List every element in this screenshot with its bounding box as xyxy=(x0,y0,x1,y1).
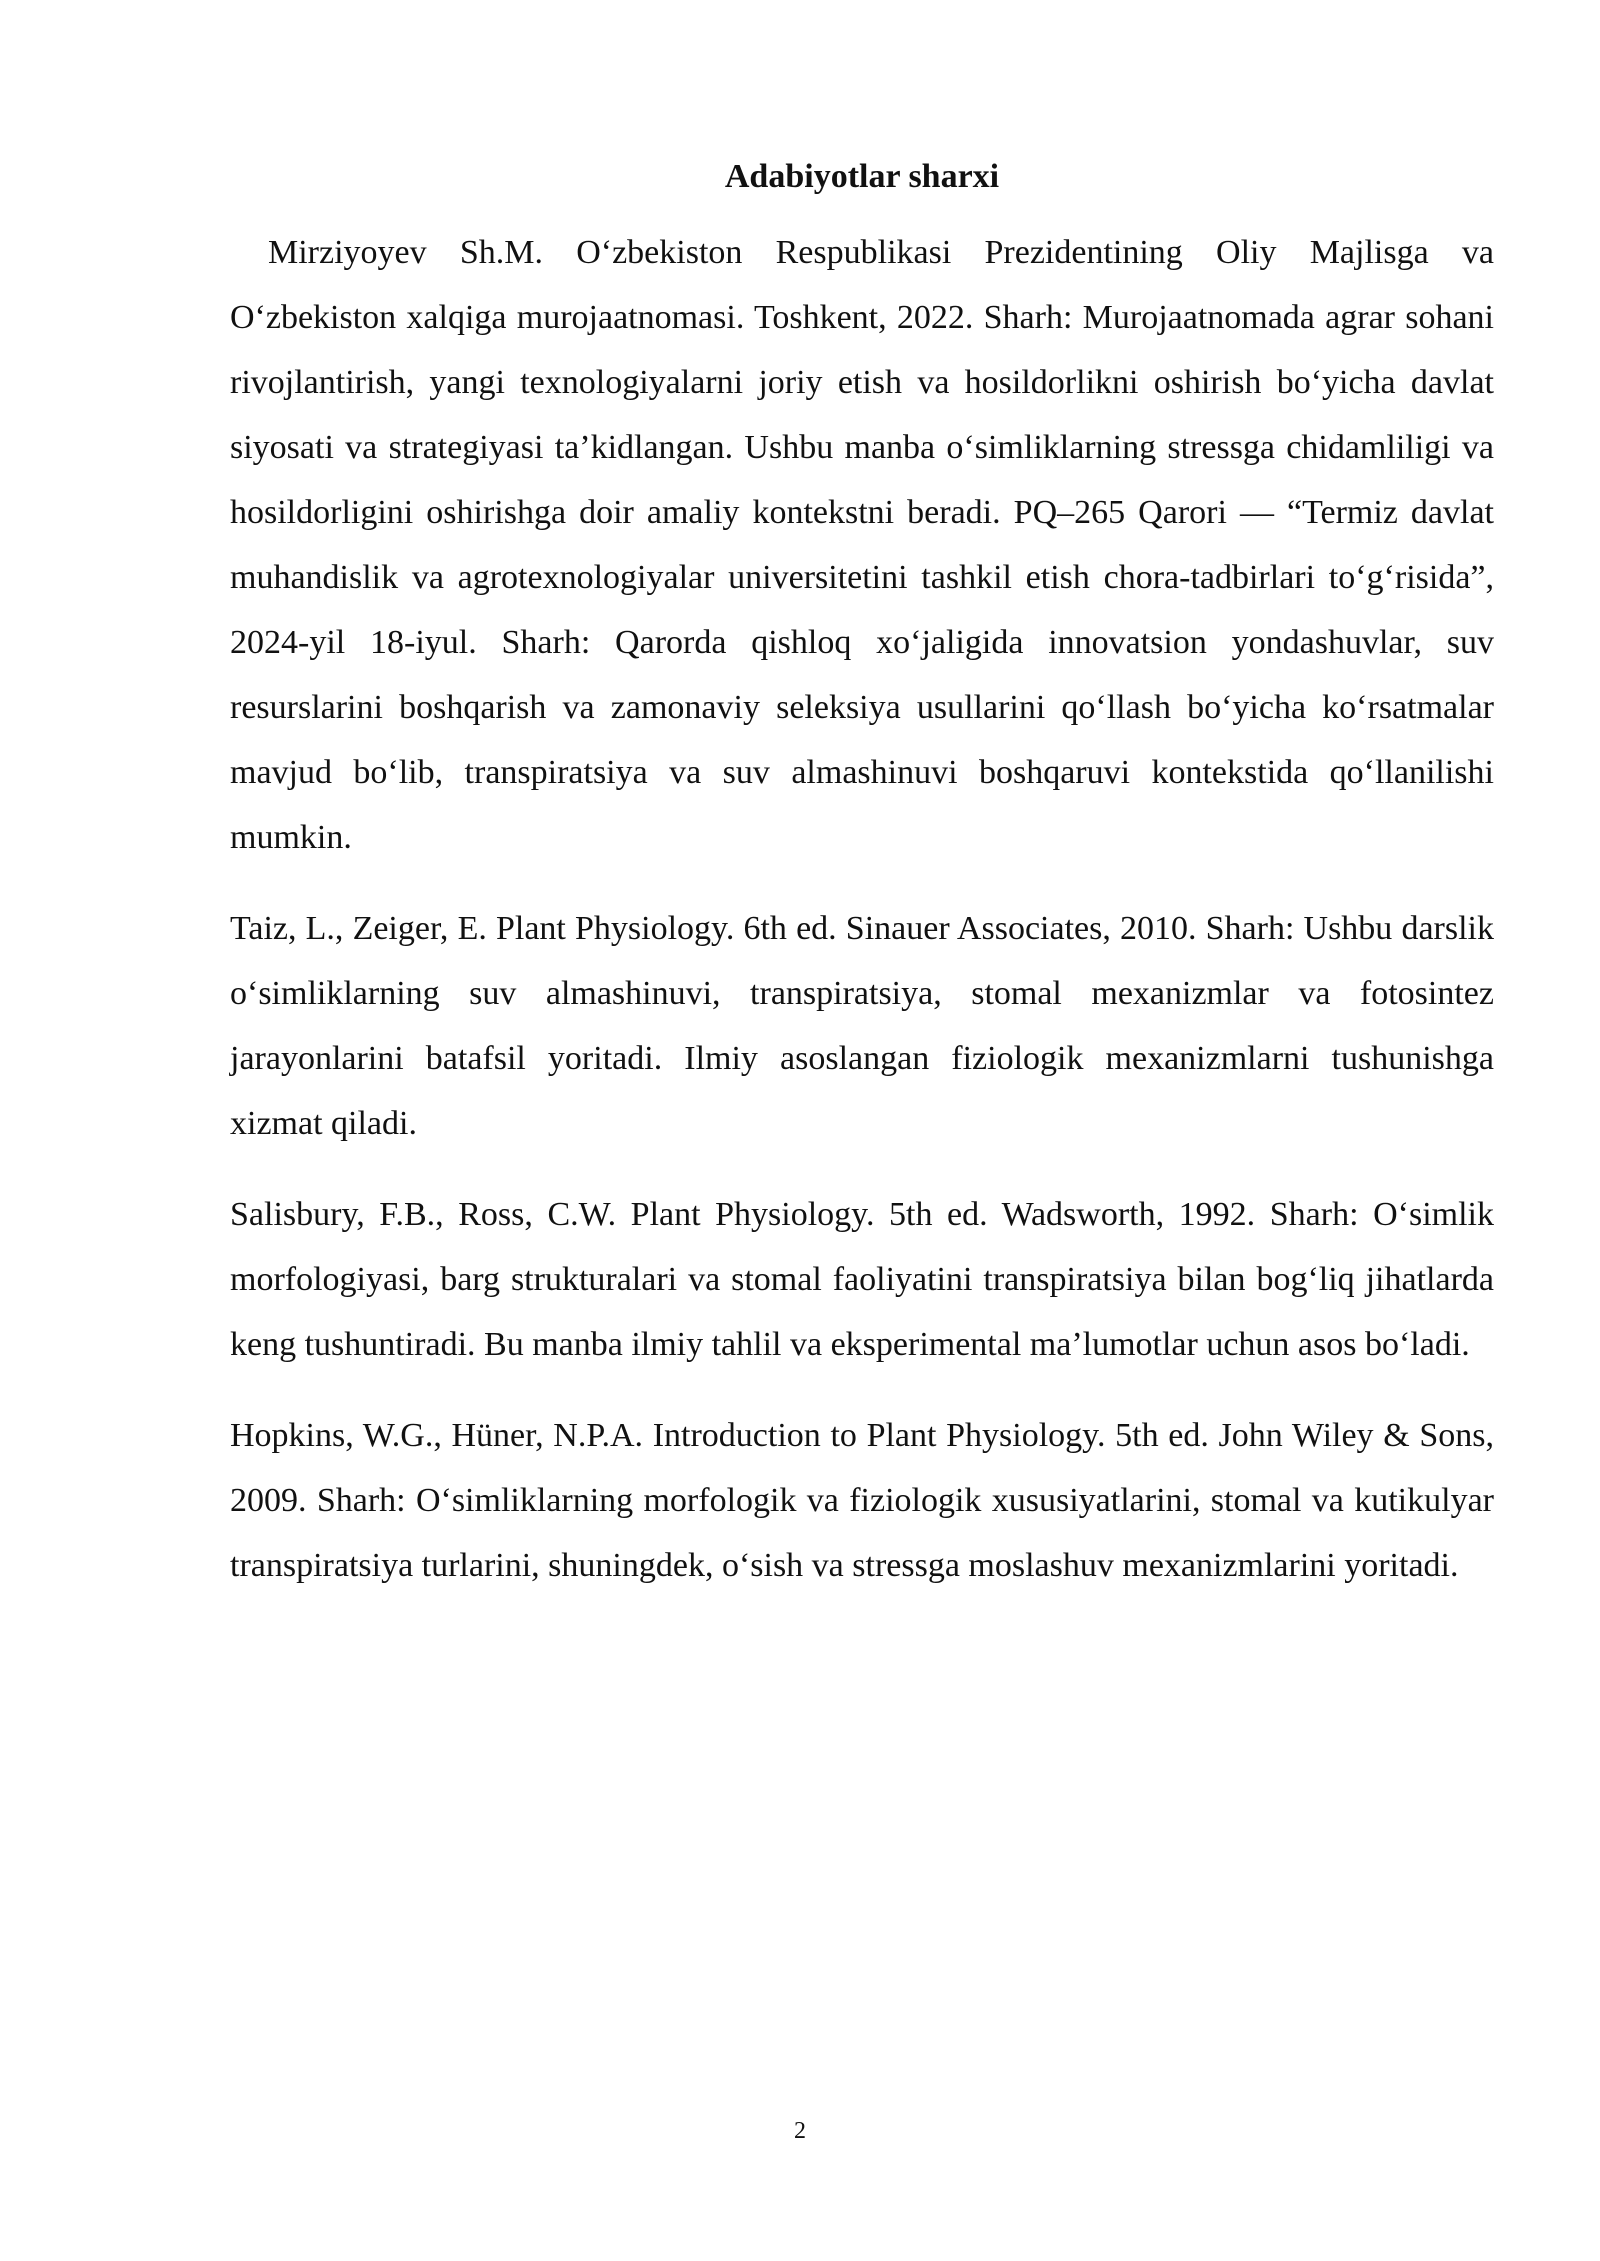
reference-entry-hopkins-huner: Hopkins, W.G., Hüner, N.P.A. Introduction to Plant Physiology. 5th ed. John Wiley & Sons, 2009. Sharh: O‘simliklarning morfologik va fiziologik xususiyatlarini, stomal va kutikulyar transpiratsiya turlarini, shuningdek, o‘sish va stressga moslashuv mexanizmlarini yoritadi. xyxy=(230,1417,1494,1584)
reference-entry-taiz-zeiger: Taiz, L., Zeiger, E. Plant Physiology. 6th ed. Sinauer Associates, 2010. Sharh: Ushbu darslik o‘simliklarning suv almashinuvi, transpiratsiya, stomal mexanizmlar va fotosintez jarayonlarini batafsil yoritadi. Ilmiy asoslangan fiziologik mexanizmlarni tushunishga xizmat qiladi. xyxy=(230,910,1494,1142)
reference-entry-salisbury-ross: Salisbury, F.B., Ross, C.W. Plant Physiology. 5th ed. Wadsworth, 1992. Sharh: O‘simlik morfologiyasi, barg strukturalari va stomal faoliyatini transpiratsiya bilan bog‘liq jihatlarda keng tushuntiradi. Bu manba ilmiy tahlil va eksperimental ma’lumotlar uchun asos bo‘ladi. xyxy=(230,1196,1494,1363)
page-title: Adabiyotlar sharxi xyxy=(724,158,1000,195)
page-number: 2 xyxy=(794,2118,806,2144)
reference-entry-mirziyoyev: Mirziyoyev Sh.M. O‘zbekiston Respublikasi Prezidentining Oliy Majlisga va O‘zbekiston xalqiga murojaatnomasi. Toshkent, 2022. Sharh: Murojaatnomada agrar sohani rivojlantirish, yangi texnologiyalarni joriy etish va hosildorlikni oshirish bo‘yicha davlat siyosati va strategiyasi ta’kidlangan. Ushbu manba o‘simliklarning stressga chidamliligi va hosildorligini oshirishga doir amaliy kontekstni beradi. PQ–265 Qarori — “Termiz davlat muhandislik va agrotexnologiyalar universitetini tashkil etish chora-tadbirlari to‘g‘risida”, 2024-yil 18-iyul. Sharh: Qarorda qishloq xo‘jaligida innovatsion yondashuvlar, suv resurslarini boshqarish va zamonaviy seleksiya usullarini qo‘llash bo‘yicha ko‘rsatmalar mavjud bo‘lib, transpiratsiya va suv almashinuvi boshqaruvi kontekstida qo‘llanilishi mumkin. xyxy=(230,234,1494,856)
page-content xyxy=(230,150,1494,1624)
